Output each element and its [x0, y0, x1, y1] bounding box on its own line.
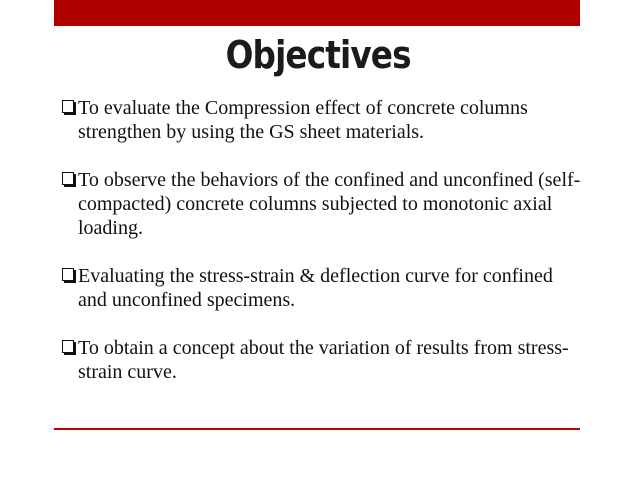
objectives-list [62, 96, 582, 384]
top-accent-bar [54, 0, 580, 26]
list-item [62, 336, 582, 384]
square-bullet-icon [62, 340, 74, 353]
square-bullet-icon [62, 100, 74, 113]
bottom-divider [54, 428, 580, 430]
list-item [62, 96, 582, 144]
bullet-text: To obtain a concept about the variation of results from stress-strain curve. [78, 337, 569, 383]
list-item [62, 168, 582, 240]
list-item [62, 264, 582, 312]
square-bullet-icon [62, 268, 74, 281]
bullet-text: To observe the behaviors of the confined and unconfined (self-compacted) concrete columns subjected to monotonic axial loading. [78, 169, 581, 239]
slide-title: Objectives [225, 33, 411, 77]
bullet-text: To evaluate the Compression effect of concrete columns strengthen by using the GS sheet materials. [78, 97, 528, 143]
bullet-text: Evaluating the stress-strain & deflection curve for confined and unconfined specimens. [78, 265, 553, 311]
square-bullet-icon [62, 172, 74, 185]
